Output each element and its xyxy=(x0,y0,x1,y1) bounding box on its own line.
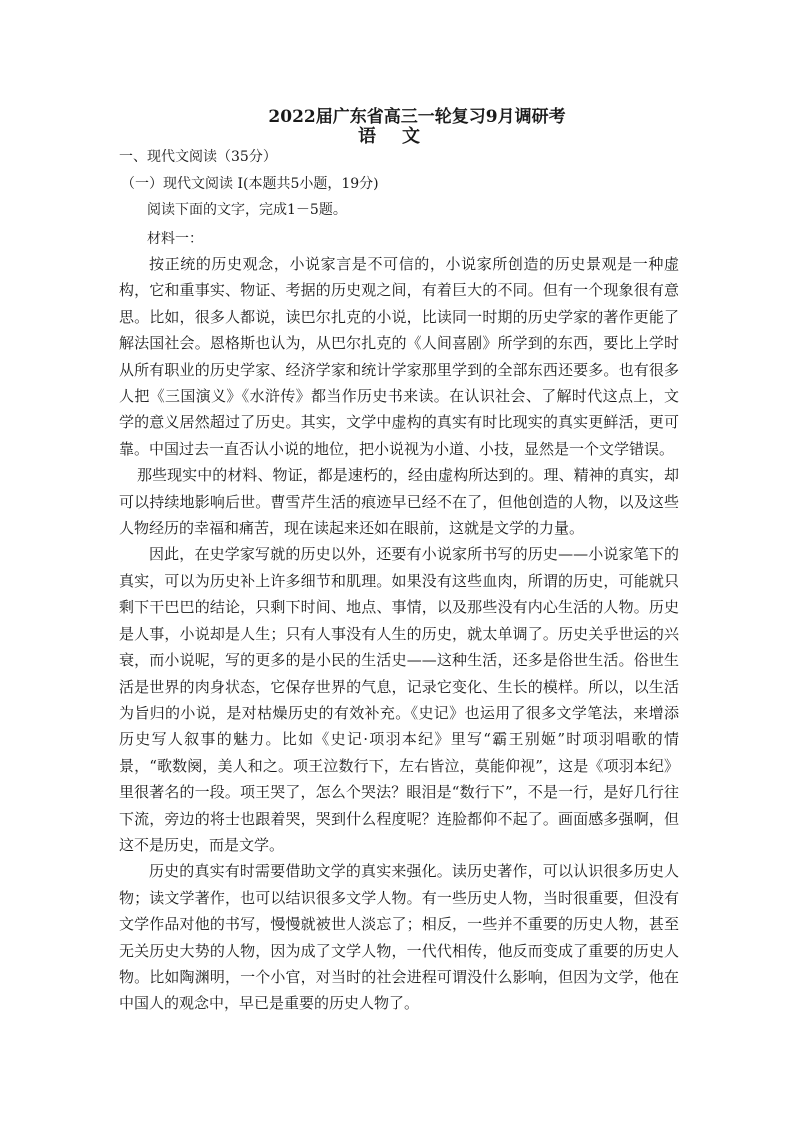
reading-instruction: 阅读下面的文字，完成1－5题。 xyxy=(147,202,347,218)
article-body xyxy=(119,251,679,1017)
section-heading: 一、现代文阅读（35分） xyxy=(119,149,277,165)
document-title: 2022届广东省高三一轮复习9月调研考 xyxy=(268,107,566,127)
paragraph-4: 历史的真实有时需要借助文学的真实来强化。读历史著作，可以认识很多历史人物；读文学著作，也可以结识很多文学人物。有一些历史人物，当时很重要，但没有文学作品对他的书写，慢慢就被世人淡忘了；相反，一些并不重要的历史人物，甚至无关历史大势的人物，因为成了文学人物，一代代相传，他反而变成了重要的历史人物。比如陶渊明，一个小官，对当时的社会进程可谓没什么影响，但因为文学，他在中国人的观念中，早已是重要的历史人物了。 xyxy=(119,862,679,1013)
paragraph-1: 按正统的历史观念，小说家言是不可信的，小说家所创造的历史景观是一种虚构，它和重事实、物证、考据的历史观之间，有着巨大的不同。但有一个现象很有意思。比如，很多人都说，读巴尔扎克的小说，比读同一时期的历史学家的著作更能了解法国社会。恩格斯也认为，从巴尔扎克的《人间喜剧》所学到的东西，要比上学时从所有职业的历史学家、经济学家和统计学家那里学到的全部东西还要多。也有很多人把《三国演义》《水浒传》都当作历史书来读。在认识社会、了解时代这点上，文学的意义居然超过了历史。其实，文学中虚构的真实有时比现实的真实更鲜活，更可靠。中国过去一直否认小说的地位，把小说视为小道、小技，显然是一个文学错误。 xyxy=(119,255,679,458)
paragraph-3: 因此，在史学家写就的历史以外，还要有小说家所书写的历史——小说家笔下的真实，可以为历史补上许多细节和肌理。如果没有这些血肉，所谓的历史，可能就只剩下干巴巴的结论，只剩下时间、地点、事情，以及那些没有内心生活的人物。历史是人事，小说却是人生；只有人事没有人生的历史，就太单调了。历史关乎世运的兴衰，而小说呢，写的更多的是小民的生活史——这种生活，还多是俗世生活。俗世生活是世界的肉身状态，它保存世界的气息，记录它变化、生长的模样。所以，以生活为旨归的小说，是对枯燥历史的有效补充。《史记》也运用了很多文学笔法，来增添历史写人叙事的魅力。比如《史记·项羽本纪》里写“霸王别姬”时项羽唱歌的情景，“歌数阕，美人和之。项王泣数行下，左右皆泣，莫能仰视”，这是《项羽本纪》里很著名的一段。项王哭了，怎么个哭法？眼泪是“数行下”，不是一行，是好几行往下流，旁边的将士也跟着哭，哭到什么程度呢？连脸都仰不起了。画面感多强啊，但这不是历史，而是文学。 xyxy=(119,545,679,854)
subsection-heading: （一）现代文阅读 I(本题共5小题，19分) xyxy=(121,176,379,192)
paragraph-2: 那些现实中的材料、物证，都是速朽的，经由虚构所达到的。理、精神的真实，却可以持续地影响后世。曹雪芹生活的痕迹早已经不在了，但他创造的人物，以及这些人物经历的幸福和痛苦，现在读起来还如在眼前，这就是文学的力量。 xyxy=(119,466,679,538)
subject-title: 语文 xyxy=(358,126,446,147)
material-label: 材料一： xyxy=(147,231,203,247)
